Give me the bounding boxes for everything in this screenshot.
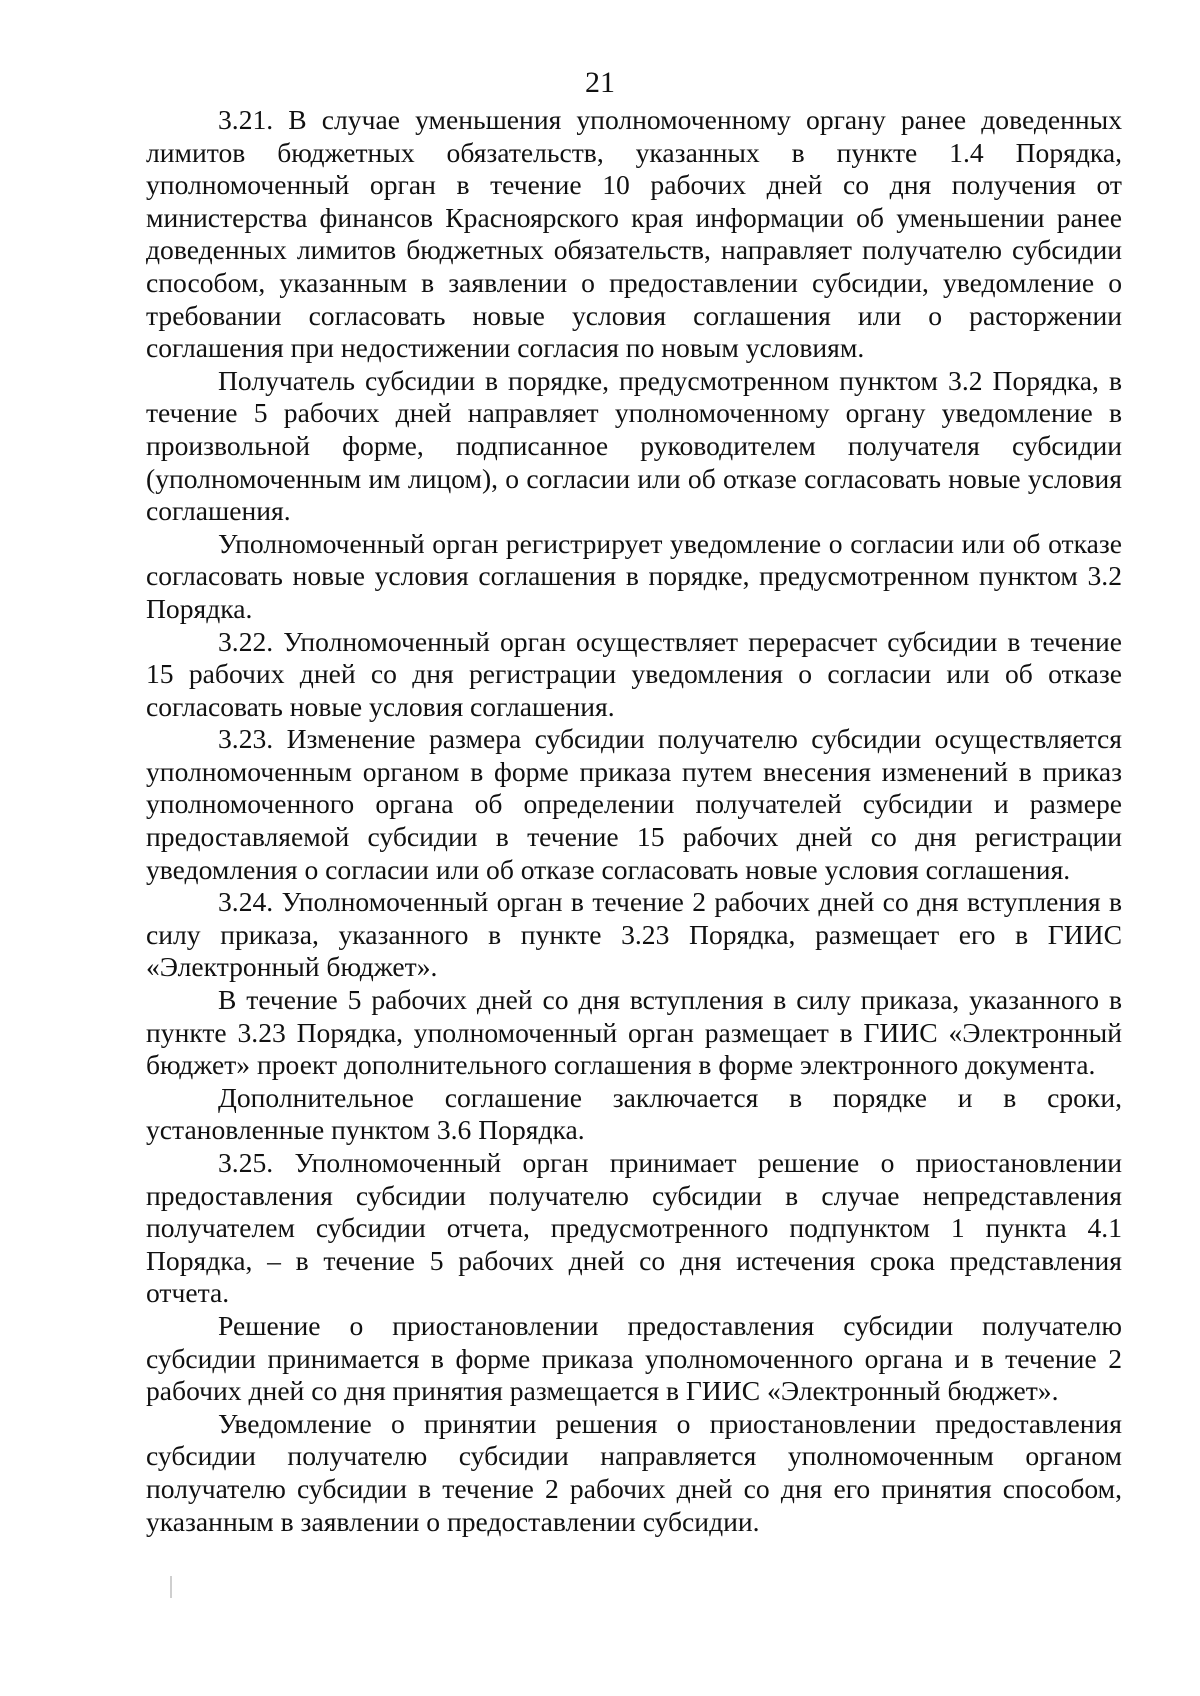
paragraph-3-21: 3.21. В случае уменьшения уполномоченному органу ранее доведенных лимитов бюджетных обязательств, указанных в пункте 1.4 Порядка, уполномоченный орган в течение 10 рабочих дней со дня получения от министерства финансов Красноярского края информации об уменьшении ранее доведенных лимитов бюджетных обязательств, направляет получателю субсидии способом, указанным в заявлении о предоставлении субсидии, уведомление о требовании согласовать новые условия соглашения или о расторжении соглашения при недостижении согласия по новым условиям. — [146, 104, 1122, 364]
page-number: 21 — [585, 66, 615, 99]
document-body — [146, 104, 1122, 1538]
paragraph-suspension-decision: Решение о приостановлении предоставления субсидии получателю субсидии принимается в форме приказа уполномоченного органа и в течение 2 рабочих дней со дня принятия размещается в ГИИС «Электронный бюджет». — [146, 1309, 1122, 1407]
paragraph-additional-agreement-draft: В течение 5 рабочих дней со дня вступления в силу приказа, указанного в пункте 3.23 Порядка, уполномоченный орган размещает в ГИИС «Электронный бюджет» проект дополнительного соглашения в форме электронного документа. — [146, 984, 1122, 1081]
paragraph-additional-agreement-terms: Дополнительное соглашение заключается в порядке и в сроки, установленные пунктом 3.6 Порядка. — [146, 1081, 1122, 1146]
paragraph-3-23: 3.23. Изменение размера субсидии получателю субсидии осуществляется уполномоченным органом в форме приказа путем внесения изменений в приказ уполномоченного органа об определении получателей субсидии и размере предоставляемой субсидии в течение 15 рабочих дней со дня регистрации уведомления о согласии или об отказе согласовать новые условия соглашения. — [146, 723, 1122, 885]
paragraph-3-25: 3.25. Уполномоченный орган принимает решение о приостановлении предоставления субсидии получателю субсидии в случае непредставления получателем субсидии отчета, предусмотренного подпунктом 1 пункта 4.1 Порядка, – в течение 5 рабочих дней со дня истечения срока представления отчета. — [146, 1147, 1122, 1309]
paragraph-recipient-notice: Получатель субсидии в порядке, предусмотренном пунктом 3.2 Порядка, в течение 5 рабочих дней направляет уполномоченному органу уведомление в произвольной форме, подписанное руководителем получателя субсидии (уполномоченным им лицом), о согласии или об отказе согласовать новые условия соглашения. — [146, 364, 1122, 527]
paragraph-3-22: 3.22. Уполномоченный орган осуществляет перерасчет субсидии в течение 15 рабочих дней со дня регистрации уведомления о согласии или об отказе согласовать новые условия соглашения. — [146, 625, 1122, 722]
paragraph-suspension-notice: Уведомление о принятии решения о приостановлении предоставления субсидии получателю субсидии направляется уполномоченным органом получателю субсидии в течение 2 рабочих дней со дня его принятия способом, указанным в заявлении о предоставлении субсидии. — [146, 1407, 1122, 1537]
scan-artifact — [170, 1576, 172, 1598]
paragraph-registration: Уполномоченный орган регистрирует уведомление о согласии или об отказе согласовать новые условия соглашения в порядке, предусмотренном пунктом 3.2 Порядка. — [146, 527, 1122, 624]
paragraph-3-24: 3.24. Уполномоченный орган в течение 2 рабочих дней со дня вступления в силу приказа, указанного в пункте 3.23 Порядка, размещает его в ГИИС «Электронный бюджет». — [146, 886, 1122, 983]
